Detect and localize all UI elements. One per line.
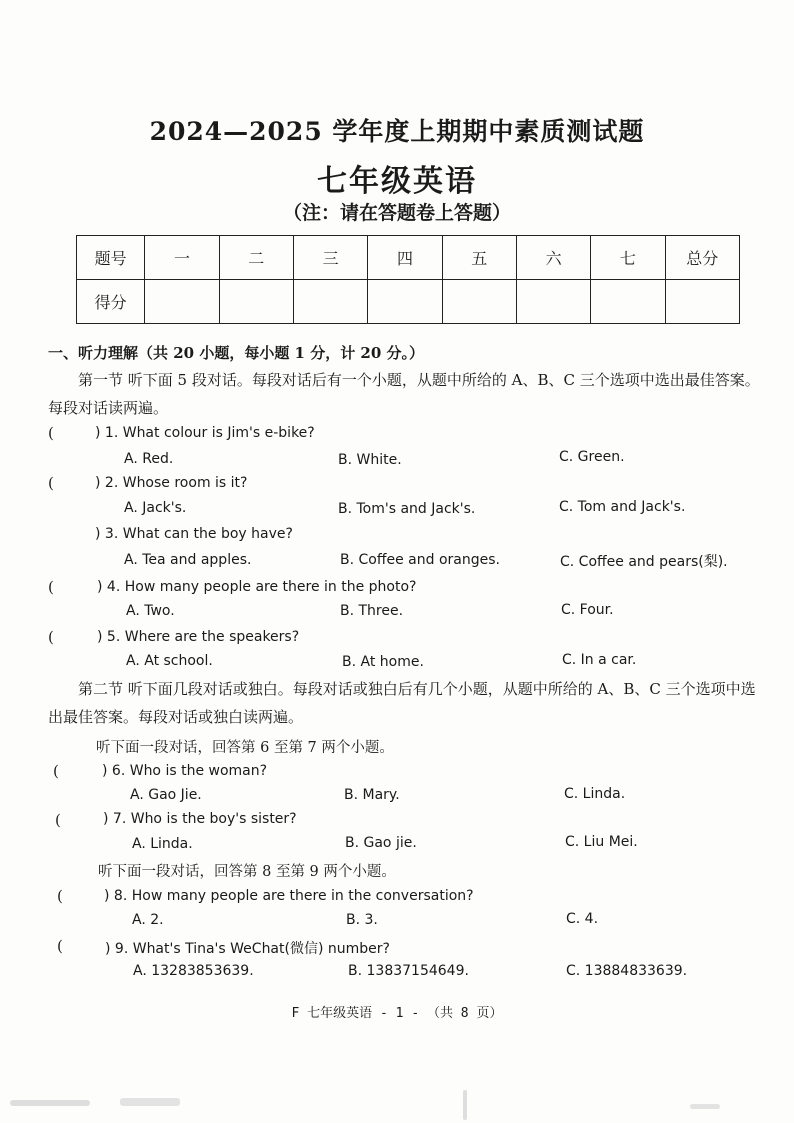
scan-smudge [10, 1100, 90, 1106]
answer-paren: ( [57, 937, 63, 955]
answer-paren: ( [53, 762, 59, 780]
score-blank-cell [368, 280, 442, 324]
score-blank-cell [145, 280, 219, 324]
option-c: C. Four. [561, 602, 614, 618]
question-stem: ) 1. What colour is Jim's e-bike? [95, 425, 315, 441]
option-b: B. Mary. [344, 787, 400, 803]
option-a: A. Two. [126, 603, 175, 619]
option-a: A. Tea and apples. [124, 552, 252, 568]
score-table-cell: 七 [591, 236, 665, 280]
score-blank-cell [591, 280, 665, 324]
score-blank-cell [665, 280, 739, 324]
score-table-header-row [77, 236, 740, 280]
option-a: A. Linda. [132, 836, 193, 852]
option-a: A. At school. [126, 653, 213, 669]
section2-intro: 第二节 听下面几段对话或独白。每段对话或独白后有几个小题，从题中所给的 A、B、C 三个选项中选出最佳答案。每段对话或独白读两遍。 [48, 680, 756, 726]
scan-smudge [690, 1104, 720, 1109]
question-stem: ) 2. Whose room is it? [95, 475, 248, 491]
answer-paren: ( [57, 887, 63, 905]
page-footer: F 七年级英语 - 1 - （共 8 页） [291, 1006, 503, 1021]
option-a: A. Red. [124, 451, 174, 467]
option-c: C. Green. [559, 449, 625, 465]
option-c: C. 4. [566, 911, 599, 927]
option-c: C. 13884833639. [566, 963, 688, 979]
option-b: B. Three. [340, 603, 404, 619]
answer-paren: ( [55, 811, 61, 829]
option-b: B. Coffee and oranges. [340, 552, 500, 568]
option-b: B. Tom's and Jack's. [338, 501, 476, 517]
answer-paren: ( [48, 578, 54, 596]
score-blank-cell [293, 280, 367, 324]
exam-note: （注：请在答题卷上答题） [282, 202, 511, 224]
score-blank-cell [442, 280, 516, 324]
score-table-cell: 六 [516, 236, 590, 280]
answer-paren: ( [48, 474, 54, 492]
score-table-cell: 三 [293, 236, 367, 280]
score-blank-cell [219, 280, 293, 324]
score-table-cell: 一 [145, 236, 219, 280]
score-table-cell: 五 [442, 236, 516, 280]
part1-heading: 一、听力理解（共 20 小题，每小题 1 分，计 20 分。） [48, 344, 425, 362]
score-row-label: 得分 [77, 280, 145, 324]
exam-title: 2024—2025 学年度上期期中素质测试题 [149, 117, 645, 146]
score-table-score-row [77, 280, 740, 324]
option-c: C. Linda. [564, 786, 626, 802]
option-b: B. 13837154649. [348, 963, 469, 979]
option-c: C. Coffee and pears(梨). [560, 554, 728, 570]
question-stem: ) 7. Who is the boy's sister? [103, 811, 297, 827]
score-table-cell: 题号 [77, 236, 145, 280]
option-a: A. Jack's. [124, 500, 187, 516]
option-a: A. Gao Jie. [130, 787, 202, 803]
option-a: A. 13283853639. [133, 963, 254, 979]
question-stem: ) 5. Where are the speakers? [97, 629, 300, 645]
option-c: C. Liu Mei. [565, 834, 638, 850]
score-table-cell: 总分 [665, 236, 739, 280]
score-table-cell: 四 [368, 236, 442, 280]
score-blank-cell [516, 280, 590, 324]
question-stem: ) 3. What can the boy have? [95, 526, 293, 542]
option-c: C. In a car. [562, 652, 637, 668]
question-stem: ) 6. Who is the woman? [102, 763, 268, 779]
option-b: B. Gao jie. [345, 835, 417, 851]
score-table [76, 235, 740, 324]
section1-intro: 第一节 听下面 5 段对话。每段对话后有一个小题，从题中所给的 A、B、C 三个选项中选出最佳答案。每段对话读两遍。 [48, 371, 760, 417]
dialog-instruction-6-7: 听下面一段对话，回答第 6 至第 7 两个小题。 [96, 740, 394, 756]
option-c: C. Tom and Jack's. [559, 499, 686, 515]
option-b: B. At home. [342, 654, 424, 670]
option-b: B. White. [338, 452, 402, 468]
scan-smudge [463, 1090, 467, 1120]
question-stem: ) 4. How many people are there in the photo? [97, 579, 417, 595]
option-b: B. 3. [346, 912, 378, 928]
answer-paren: ( [48, 424, 54, 442]
question-stem: ) 9. What's Tina's WeChat(微信) number? [105, 941, 390, 957]
dialog-instruction-8-9: 听下面一段对话，回答第 8 至第 9 两个小题。 [98, 864, 396, 880]
question-stem: ) 8. How many people are there in the conversation? [104, 888, 474, 904]
answer-paren: ( [48, 628, 54, 646]
option-a: A. 2. [132, 912, 164, 928]
scan-smudge [120, 1098, 180, 1106]
exam-subtitle: 七年级英语 [317, 164, 477, 199]
score-table-cell: 二 [219, 236, 293, 280]
